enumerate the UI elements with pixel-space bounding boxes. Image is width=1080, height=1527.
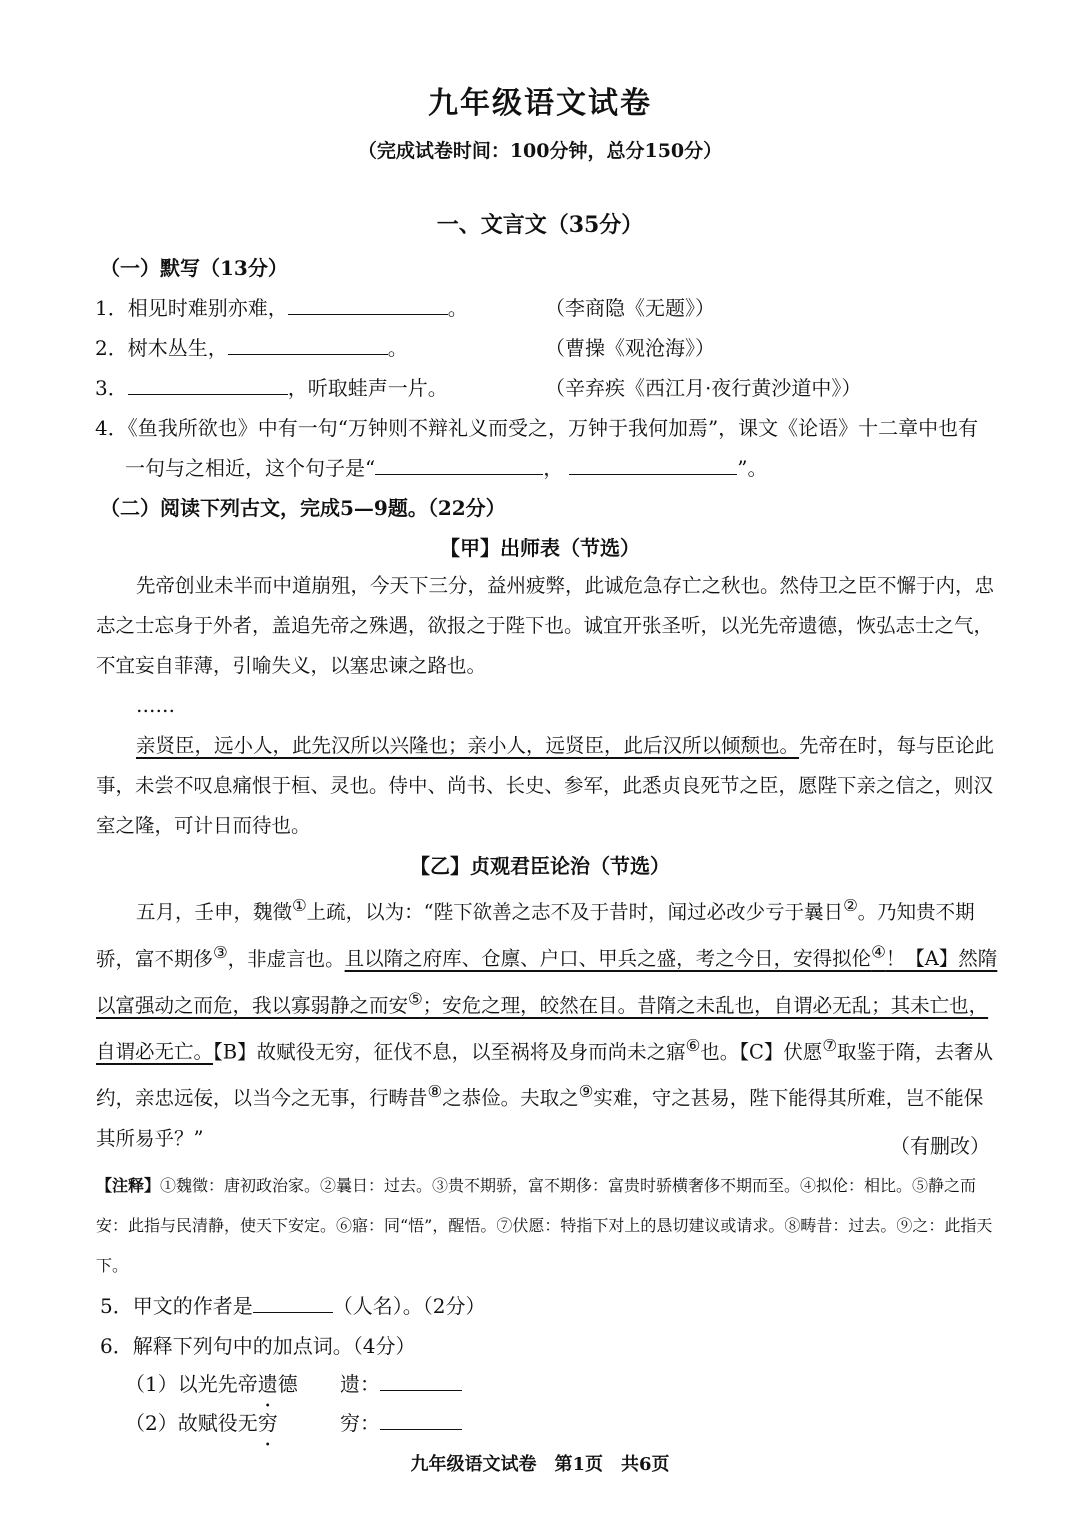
question-2 [95,332,408,361]
passage-a [96,566,1001,846]
exam-subtitle: （完成试卷时间：100分钟，总分150分） [357,140,723,162]
note-ref-4: ④ [871,942,886,962]
annotations [96,1166,1001,1286]
dotted-word-1: 遗 [257,1372,278,1396]
passage-b-title: 【乙】贞观君臣论治（节选） [410,854,670,878]
question-5 [100,1290,485,1319]
question-4-mid: ， [543,456,564,480]
question-6: 6．解释下列句中的加点词。（4分） [100,1334,416,1358]
passage-b-text: 之恭俭。夫取之 [442,1086,579,1110]
passage-a-paragraph-1: 先帝创业未半而中道崩殂，今天下三分，益州疲弊，此诚危急存亡之秋也。然侍卫之臣不懈于内，忠志之士忘身于外者，盖追先帝之殊遇，欲报之于陛下也。诚宜开张圣听，以光先帝遗德，恢弘志士之气，不宜妄自菲薄，引喻失义，以塞忠谏之路也。 [96,574,995,677]
question-1-text: 1．相见时难别亦难， [95,296,288,320]
note-ref-8: ⑧ [427,1082,443,1101]
question-5-end: （人名）。（2分） [332,1294,486,1318]
question-6-answer-1 [340,1368,462,1397]
question-4-line1: 4．《鱼我所欲也》中有一句“万钟则不辩礼义而受之，万钟于我何加焉”，课文《论语》十二章中也有 [95,416,979,440]
question-4-start: 一句与之相近，这个句子是“ [125,456,376,480]
question-4-end: ”。 [737,456,768,480]
passage-b-text: 【B】故赋役无穷，征伐不息，以至祸将及身而尚未之寤 [213,1040,686,1063]
passage-a-title: 【甲】出师表（节选） [440,536,640,560]
q6-word-1: 遗： [340,1372,380,1396]
passage-a-underlined-sentence: 亲贤臣，远小人，此先汉所以兴隆也；亲小人，远贤臣，此后汉所以倾颓也。 [136,734,800,757]
note-ref-3: ③ [213,942,228,962]
question-6-item-1 [125,1368,298,1397]
note-ref-7: ⑦ [822,1035,837,1055]
question-5-text: 5．甲文的作者是 [100,1294,253,1318]
question-1 [95,292,468,321]
page-title: 九年级语文试卷 [428,86,652,121]
q6-word-2: 穷： [340,1411,380,1435]
passage-b-text: 取鉴于隋，去奢从约，亲忠远佞，以当今之无事，行畴昔 [96,1040,993,1110]
annotations-label: 【注释】 [96,1176,161,1195]
page-footer: 九年级语文试卷 第1页 共6页 [410,1454,670,1475]
passage-b-text: 实难，守之甚易，陛下能得其所难，岂不能保其所易乎？” [96,1086,984,1150]
question-1-end: 。 [447,296,468,320]
answer-blank-5[interactable] [253,1311,333,1313]
passage-b-underlined-text: 且以隋之府库、仓廪、户口、甲兵之盛，考之今日，安得拟伦 [344,947,872,970]
question-3-text: ，听取蛙声一片。 [287,376,448,400]
passage-b [96,886,1001,1159]
section-heading: 一、文言文（35分） [436,212,644,238]
passage-b-underlined-text: ！【A】然隋以富强动之而危，我以寡弱静之而安 [96,947,998,1017]
q6-item-1-post: 德 [277,1372,298,1396]
passage-b-text: 上疏，以为：“陛下欲善之志不及于昔时，闻过必改少亏于曩日 [306,900,844,924]
answer-blank-4a[interactable] [375,473,543,475]
answer-blank-6-1[interactable] [380,1389,462,1391]
question-2-end: 。 [387,336,408,360]
answer-blank-1[interactable] [288,313,448,315]
revised-note: （有删改） [890,1134,990,1158]
question-3-num: 3． [95,376,128,400]
question-2-text: 2．树木丛生， [95,336,228,360]
note-ref-2: ② [843,896,858,915]
annotations-text: ①魏徵：唐初政治家。②曩日：过去。③贵不期骄，富不期侈：富贵时骄横奢侈不期而至。④拟伦：相比。⑤静之而安：此指与民清静，使天下安定。⑥寤：同“悟”，醒悟。⑦伏愿：特指下对上的恳切建议或请求。⑧畴昔：过去。⑨之：此指天下。 [96,1176,993,1275]
q6-item-1-pre: （1）以光先帝 [125,1372,258,1396]
answer-blank-3[interactable] [128,393,288,395]
note-ref-1: ① [292,896,307,915]
part1-label: （一）默写（13分） [100,256,288,280]
passage-b-text: ，非虚言也。 [227,947,345,970]
question-2-source: （曹操《观沧海》） [545,336,715,360]
question-6-answer-2 [340,1407,462,1436]
passage-b-underlined-text: ；安危之理，皎然在目。昔隋之未乱也，自谓必无乱；其未亡也，自谓必无亡。 [96,993,989,1063]
note-ref-5: ⑤ [408,989,423,1008]
passage-a-paragraph-2 [96,726,1001,846]
question-3-source: （辛弃疾《西江月·夜行黄沙道中》） [545,376,862,400]
dotted-word-2: 穷 [257,1411,278,1435]
question-4-line2 [125,452,767,481]
answer-blank-6-2[interactable] [380,1428,462,1430]
passage-b-text: 。乃知贵不期骄，富不期侈 [96,900,975,970]
note-ref-9: ⑨ [578,1082,594,1101]
note-ref-6: ⑥ [685,1035,701,1055]
passage-b-text: 也。【C】伏愿 [700,1040,823,1063]
part2-label: （二）阅读下列古文，完成5—9题。（22分） [100,496,506,520]
passage-a-paragraph-2-rest: 先帝在时，每与臣论此事，未尝不叹息痛恨于桓、灵也。侍中、尚书、长史、参军，此悉贞良死节之臣，愿陛下亲之信之，则汉室之隆，可计日而待也。 [96,734,995,837]
question-6-item-2 [125,1407,278,1436]
q6-item-2-pre: （2）故赋役无 [125,1411,258,1435]
question-1-source: （李商隐《无题》） [545,296,715,320]
passage-b-text: 五月，壬申，魏徵 [136,900,293,924]
question-3 [95,372,448,401]
passage-b-paragraph [96,886,1001,1159]
passage-a-ellipsis: …… [136,694,175,717]
answer-blank-2[interactable] [228,353,388,355]
answer-blank-4b[interactable] [569,473,737,475]
